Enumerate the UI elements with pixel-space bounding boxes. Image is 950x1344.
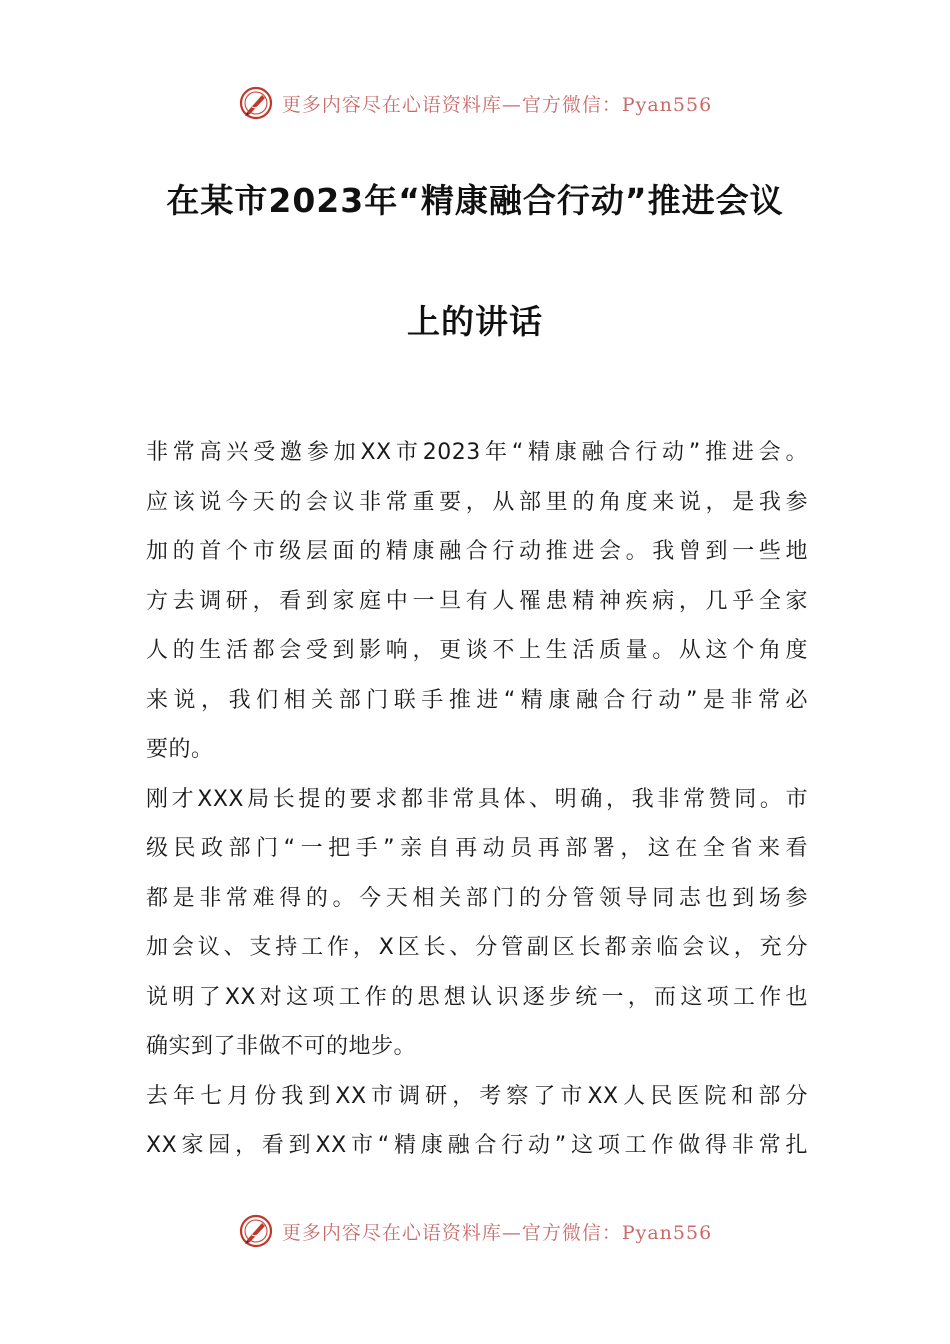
body-line: 非常高兴受邀参加XX市2023年“精康融合行动”推进会。 bbox=[146, 440, 808, 465]
document-body bbox=[146, 428, 808, 1171]
header-banner bbox=[0, 83, 950, 123]
pen-logo-icon bbox=[238, 1213, 274, 1249]
body-line: 人的生活都会受到影响，更谈不上生活质量。从这个角度 bbox=[146, 638, 808, 663]
footer-banner-text: 更多内容尽在心语资料库—官方微信：Pyan556 bbox=[281, 1221, 713, 1244]
page-title-line-2: 上的讲话 bbox=[407, 302, 543, 341]
body-line: 都是非常难得的。今天相关部门的分管领导同志也到场参 bbox=[146, 885, 808, 911]
body-line: 加会议、支持工作，X区长、分管副区长都亲临会议，充分 bbox=[146, 935, 808, 960]
body-line: 刚才XXX局长提的要求都非常具体、明确，我非常赞同。市 bbox=[146, 786, 808, 812]
body-line: 方去调研，看到家庭中一旦有人罹患精神疾病，几乎全家 bbox=[146, 588, 808, 614]
body-line: 应该说今天的会议非常重要，从部里的角度来说，是我参 bbox=[146, 489, 808, 515]
body-line: 加的首个市级层面的精康融合行动推进会。我曾到一些地 bbox=[146, 539, 808, 564]
pen-logo-icon bbox=[238, 85, 274, 121]
body-line: 要的。 bbox=[146, 737, 214, 762]
body-line: 来说，我们相关部门联手推进“精康融合行动”是非常必 bbox=[146, 687, 808, 713]
page-title-line-1: 在某市2023年“精康融合行动”推进会议 bbox=[166, 181, 784, 220]
body-line: 级民政部门“一把手”亲自再动员再部署，这在全省来看 bbox=[146, 836, 808, 861]
body-line: 去年七月份我到XX市调研，考察了市XX人民医院和部分 bbox=[146, 1083, 808, 1109]
body-line: XX家园，看到XX市“精康融合行动”这项工作做得非常扎 bbox=[146, 1133, 808, 1158]
header-banner-text: 更多内容尽在心语资料库—官方微信：Pyan556 bbox=[281, 93, 713, 116]
body-line: 说明了XX对这项工作的思想认识逐步统一，而这项工作也 bbox=[146, 984, 808, 1010]
body-line: 确实到了非做不可的地步。 bbox=[146, 1034, 417, 1059]
footer-banner bbox=[0, 1211, 950, 1251]
